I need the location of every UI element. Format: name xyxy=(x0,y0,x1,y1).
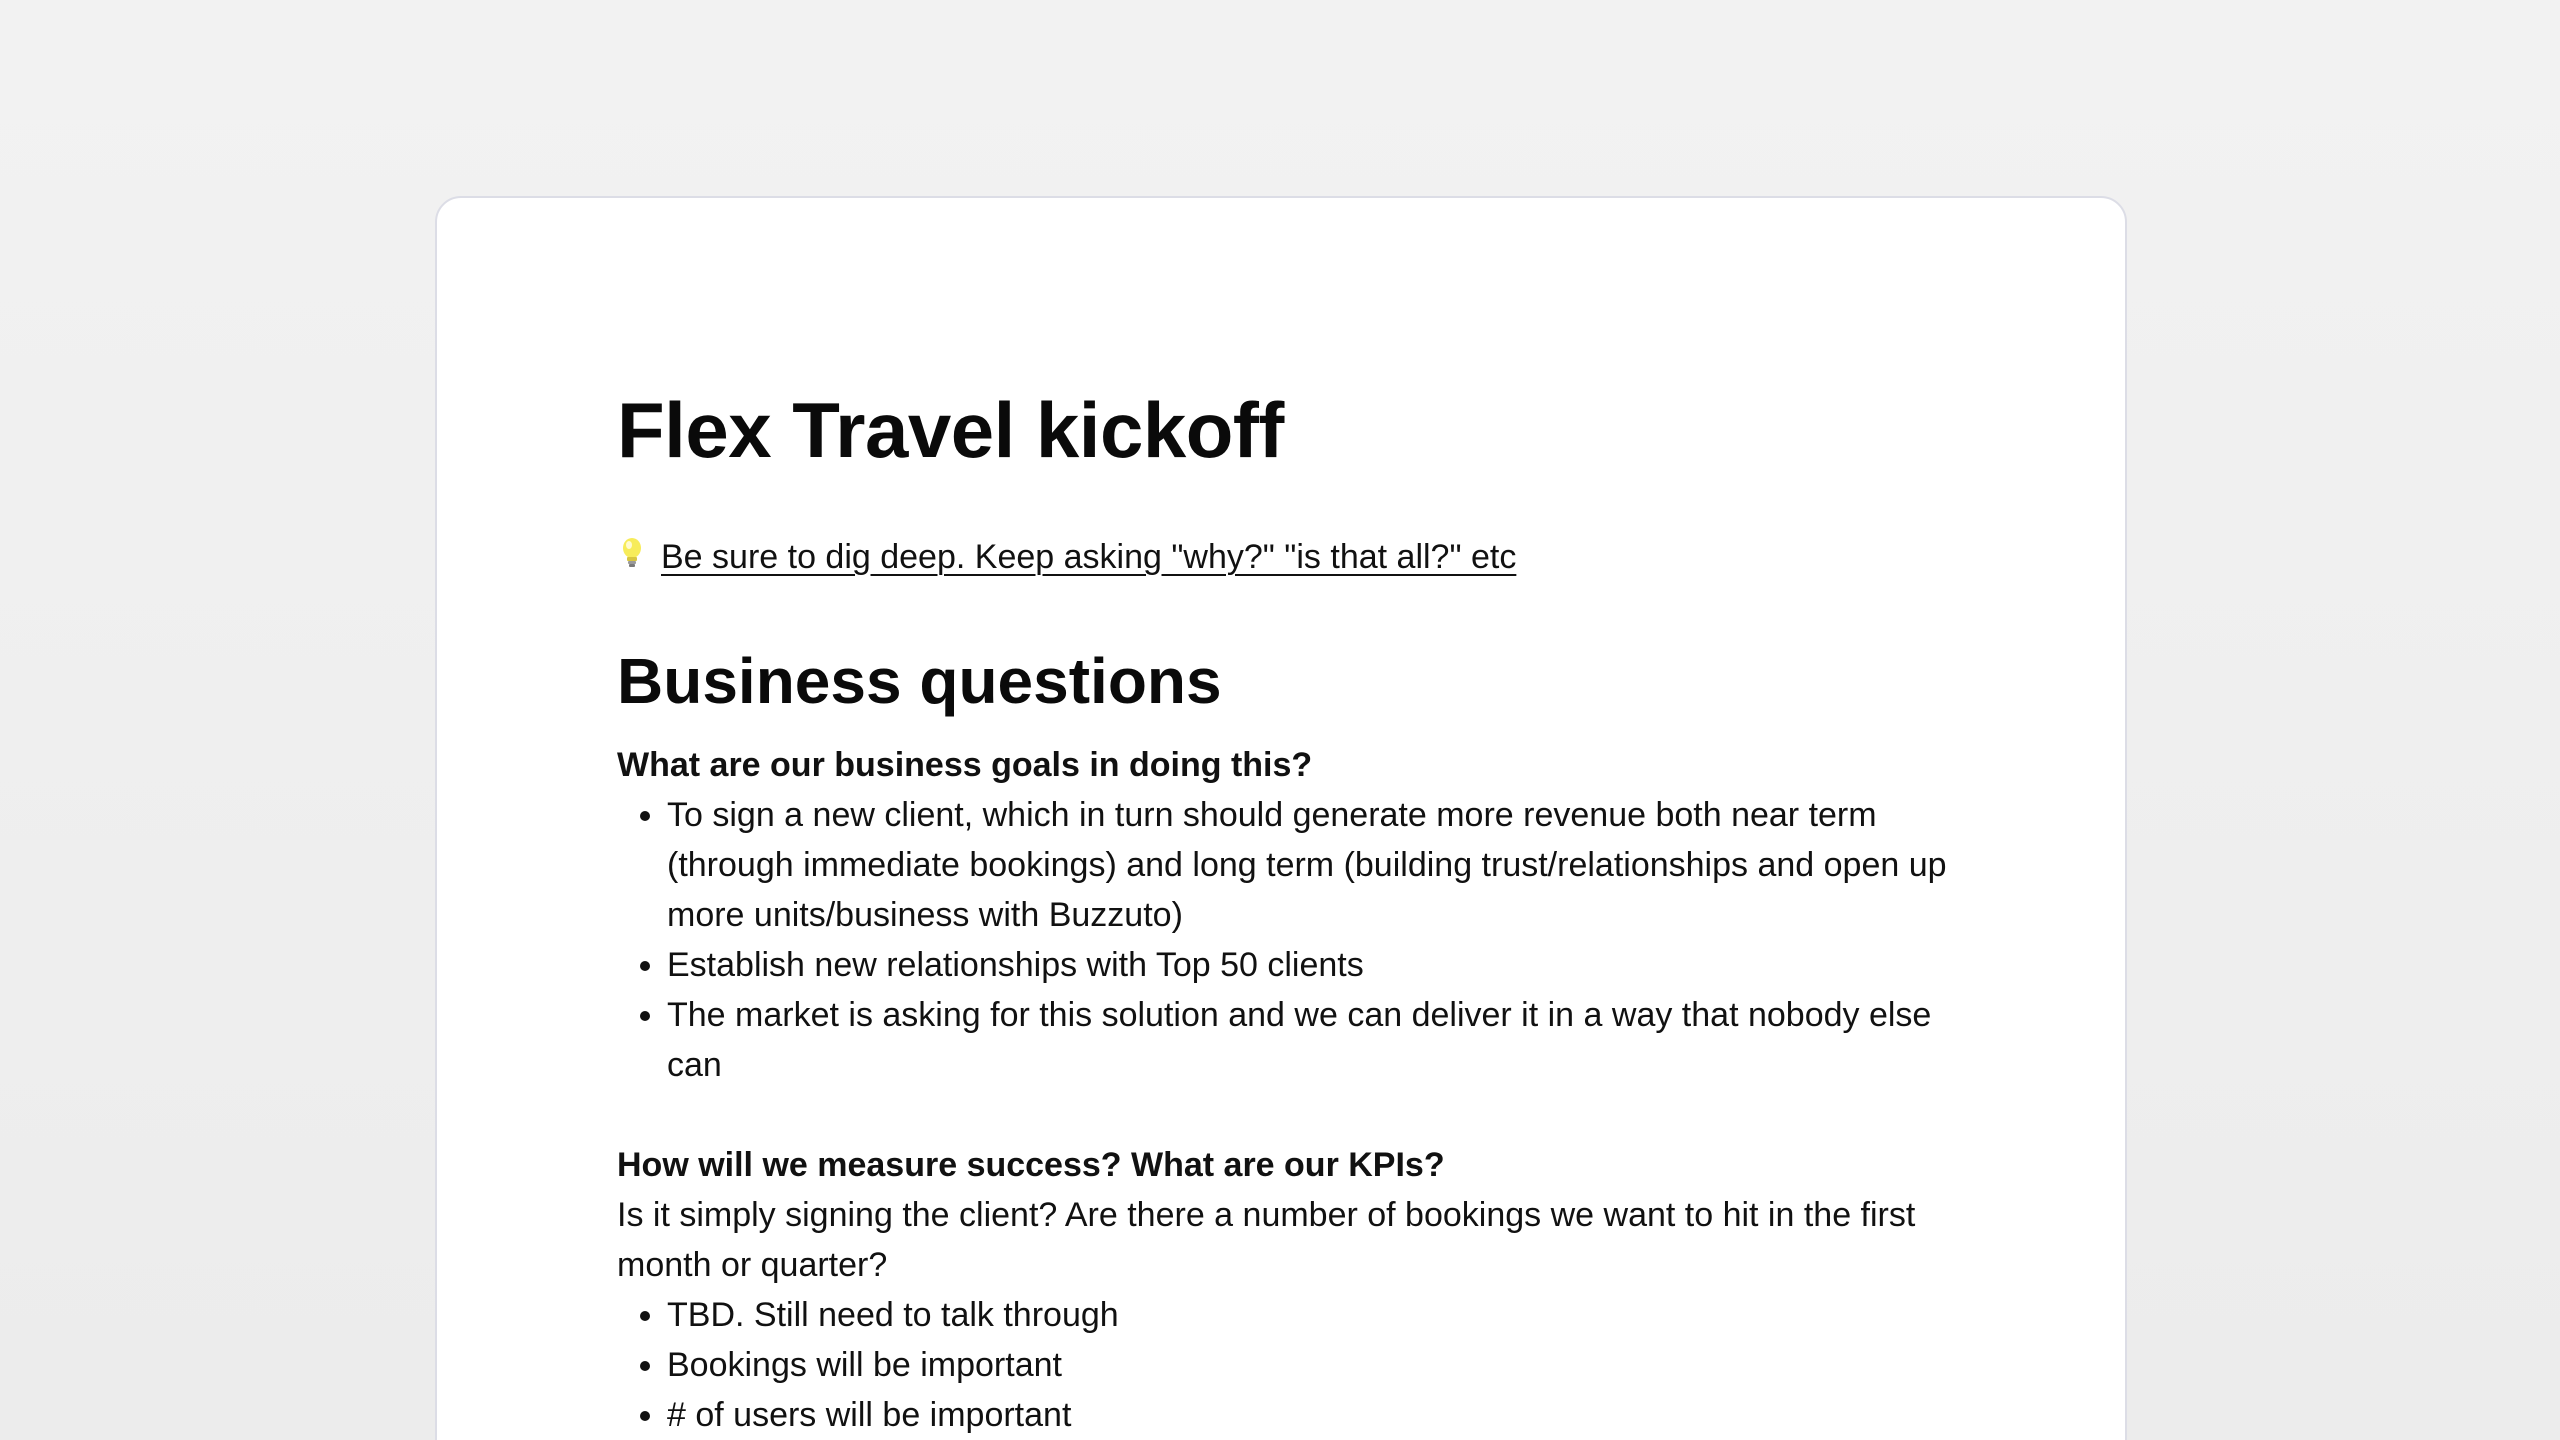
section-heading-business-questions[interactable]: Business questions xyxy=(617,645,1222,718)
list-item[interactable]: • The market is asking for this solution and we can deliver it in a way that nobody else can xyxy=(667,990,1957,1090)
callout-tip xyxy=(617,534,1957,582)
bullet-list-business-goals xyxy=(617,790,1957,1090)
callout-link[interactable]: Be sure to dig deep. Keep asking "why?" "is that all?" etc xyxy=(661,537,1517,576)
list-item[interactable]: • Establish new relationships with Top 50 clients xyxy=(667,940,1957,990)
list-item[interactable]: • Bookings will be important xyxy=(667,1340,1957,1390)
lightbulb-icon xyxy=(617,534,647,574)
document-title[interactable]: Flex Travel kickoff xyxy=(617,386,1284,474)
bullet-list-kpis xyxy=(617,1290,1957,1440)
document-content xyxy=(617,388,1957,1440)
list-item[interactable]: • To sign a new client, which in turn should generate more revenue both near term (through immediate bookings) and long term (building trust/relationships and open up more units/business with Buzzuto) xyxy=(667,790,1957,940)
document-card xyxy=(435,196,2127,1440)
list-item[interactable]: • TBD. Still need to talk through xyxy=(667,1290,1957,1340)
question-measure-success[interactable]: How will we measure success? What are our KPIs? xyxy=(617,1146,1445,1185)
list-item[interactable]: • # of users will be important xyxy=(667,1390,1957,1440)
question-description[interactable]: Is it simply signing the client? Are there a number of bookings we want to hit in the first month or quarter? xyxy=(617,1196,1916,1285)
question-business-goals[interactable]: What are our business goals in doing this? xyxy=(617,746,1313,785)
